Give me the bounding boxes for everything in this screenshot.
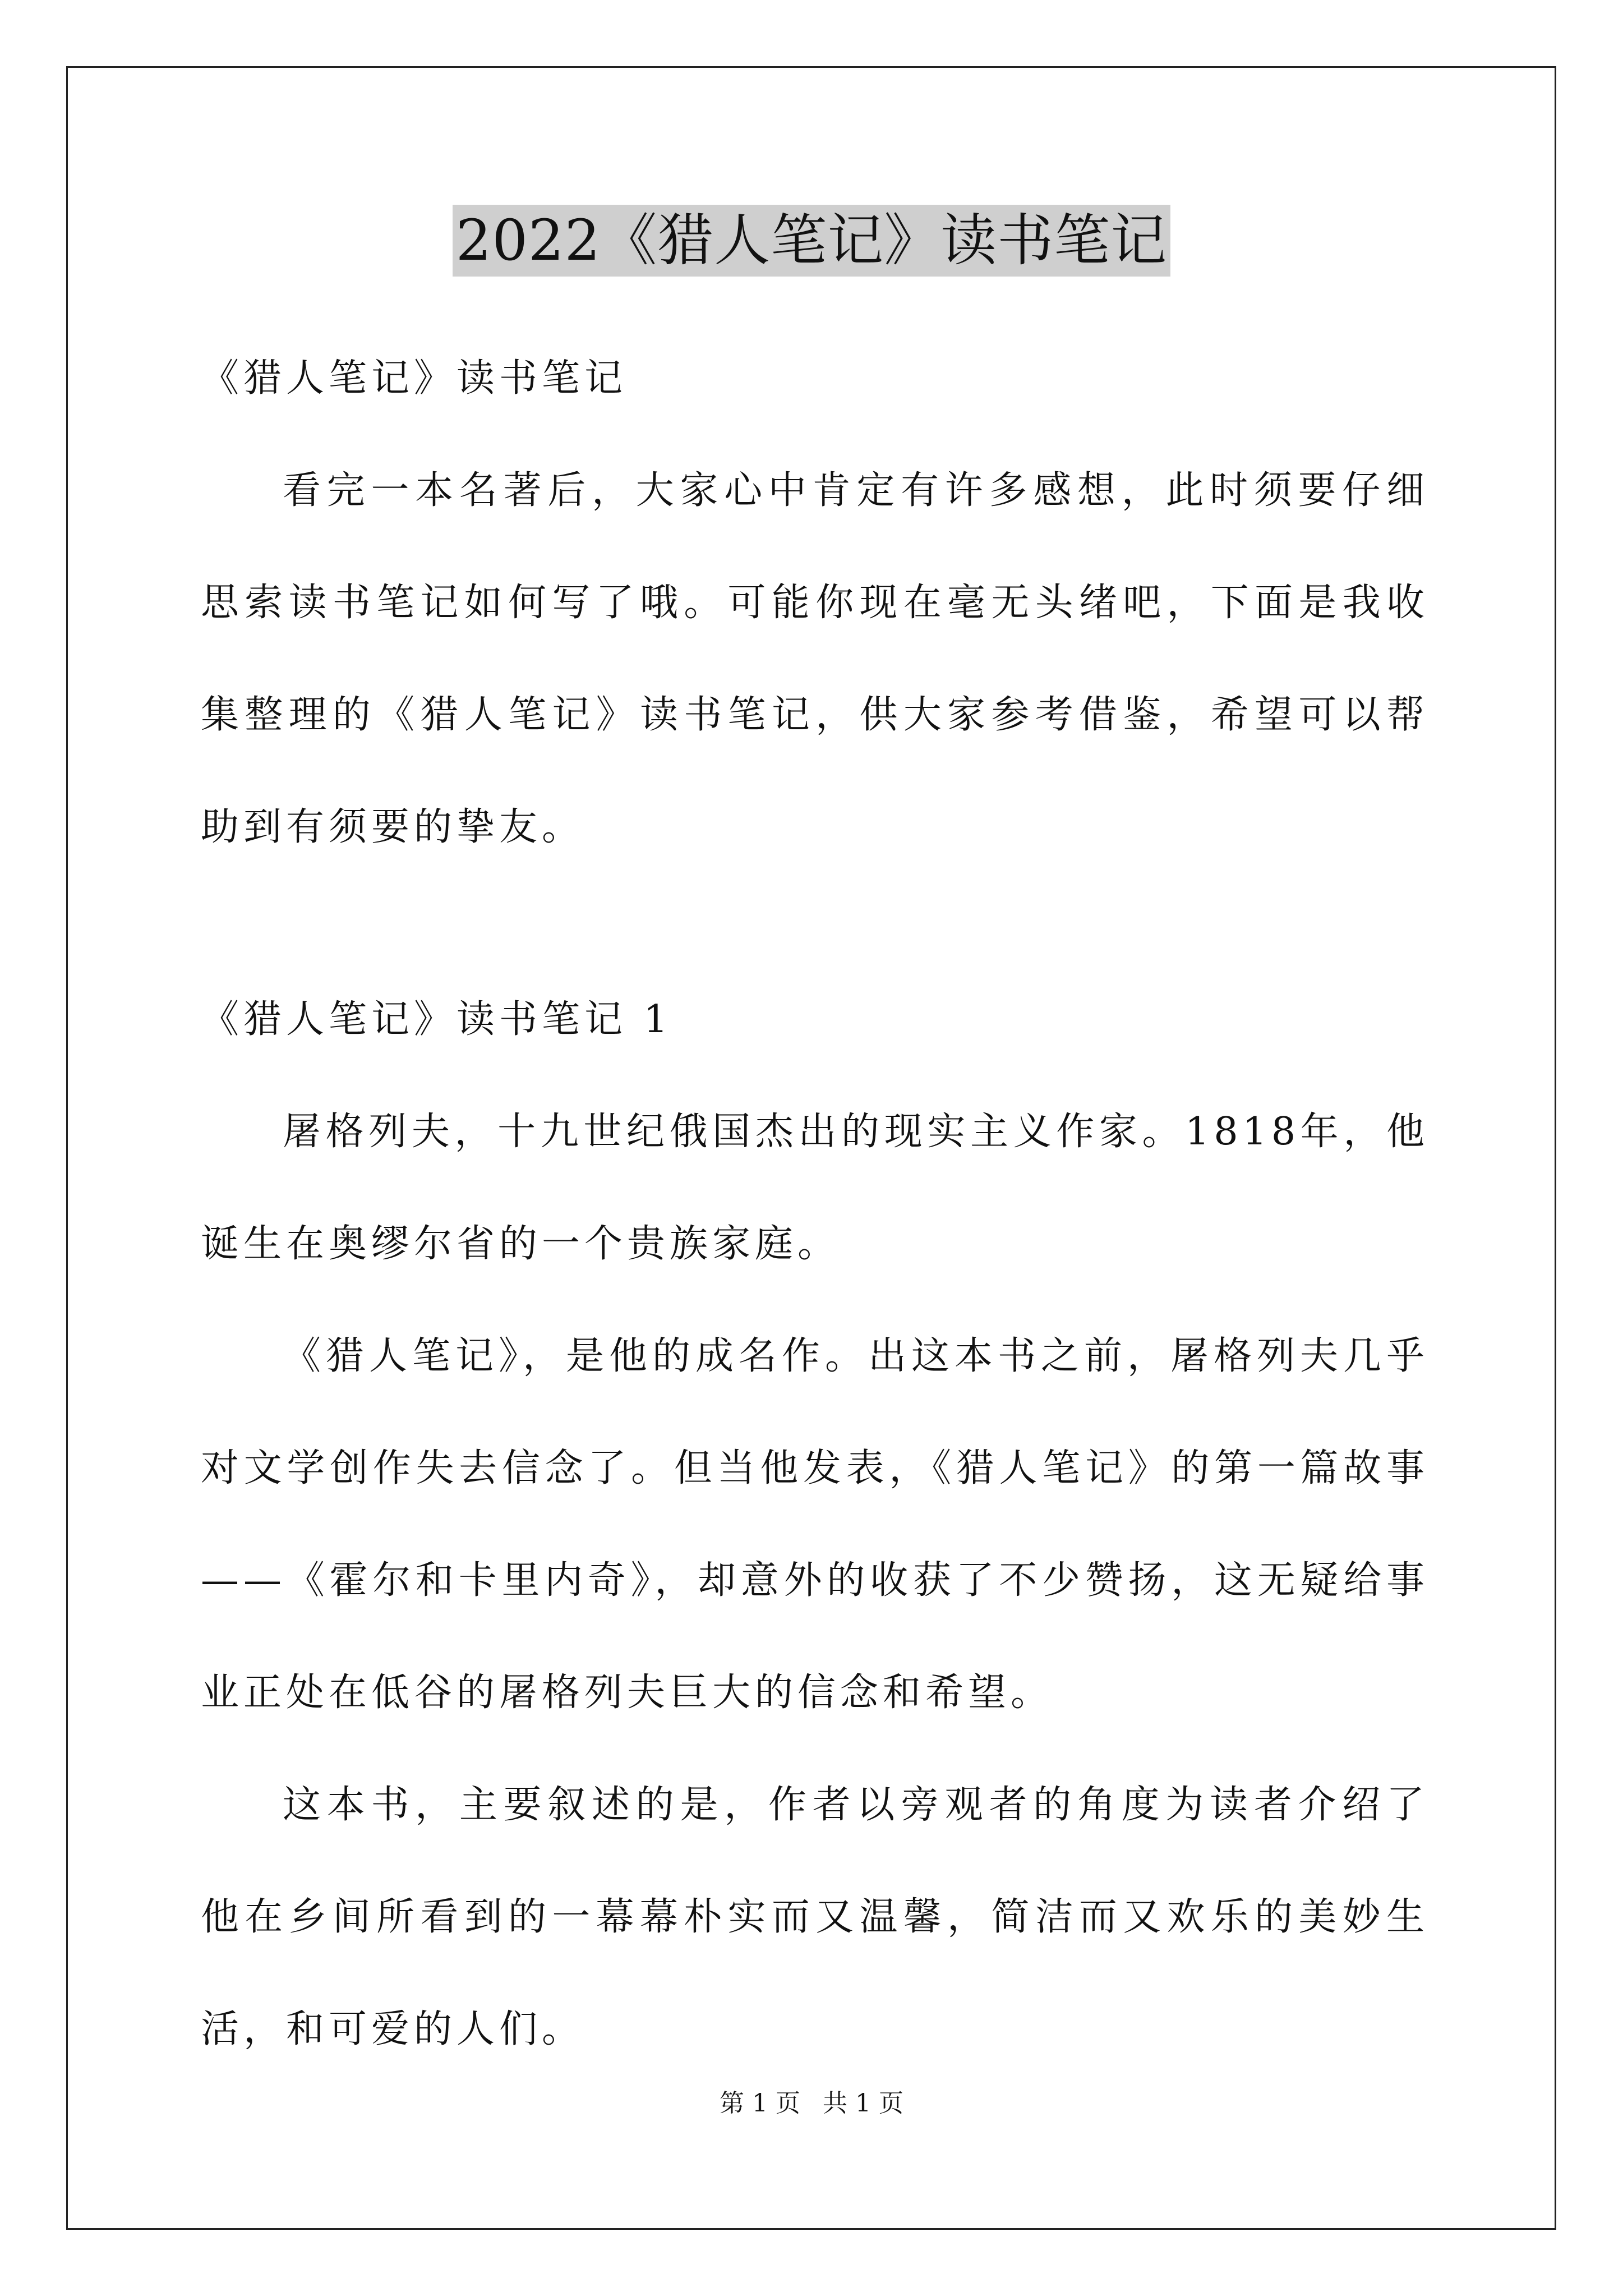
page-total: 共 1 页 xyxy=(823,2089,903,2118)
title-container xyxy=(0,205,1623,277)
body-paragraph-3: 这本书，主要叙述的是，作者以旁观者的角度为读者介绍了他在乡间所看到的一幕幕朴实而又温馨，简洁而又欢乐的美妙生活，和可爱的人们。 xyxy=(201,1783,1429,2051)
body-paragraph-1: 屠格列夫，十九世纪俄国杰出的现实主义作家。1818年，他诞生在奥缪尔省的一个贵族家庭。 xyxy=(201,1110,1429,1266)
body-paragraph-2: 《猎人笔记》，是他的成名作。出这本书之前，屠格列夫几乎对文学创作失去信念了。但当他发表，《猎人笔记》的第一篇故事——《霍尔和卡里内奇》，却意外的收获了不少赞扬，这无疑给事业正处在低谷的屠格列夫巨大的信念和希望。 xyxy=(201,1334,1429,1715)
page-number: 第 1 页 xyxy=(720,2089,800,2118)
document-title: 2022《猎人笔记》读书笔记 xyxy=(453,205,1171,277)
section-heading: 《猎人笔记》读书笔记 1 xyxy=(201,997,672,1042)
document-subtitle: 《猎人笔记》读书笔记 xyxy=(201,356,628,401)
page-footer xyxy=(0,2087,1623,2120)
intro-paragraph: 看完一本名著后，大家心中肯定有许多感想，此时须要仔细思索读书笔记如何写了哦。可能你现在毫无头绪吧，下面是我收集整理的《猎人笔记》读书笔记，供大家参考借鉴，希望可以帮助到有须要的挚友。 xyxy=(201,468,1429,849)
